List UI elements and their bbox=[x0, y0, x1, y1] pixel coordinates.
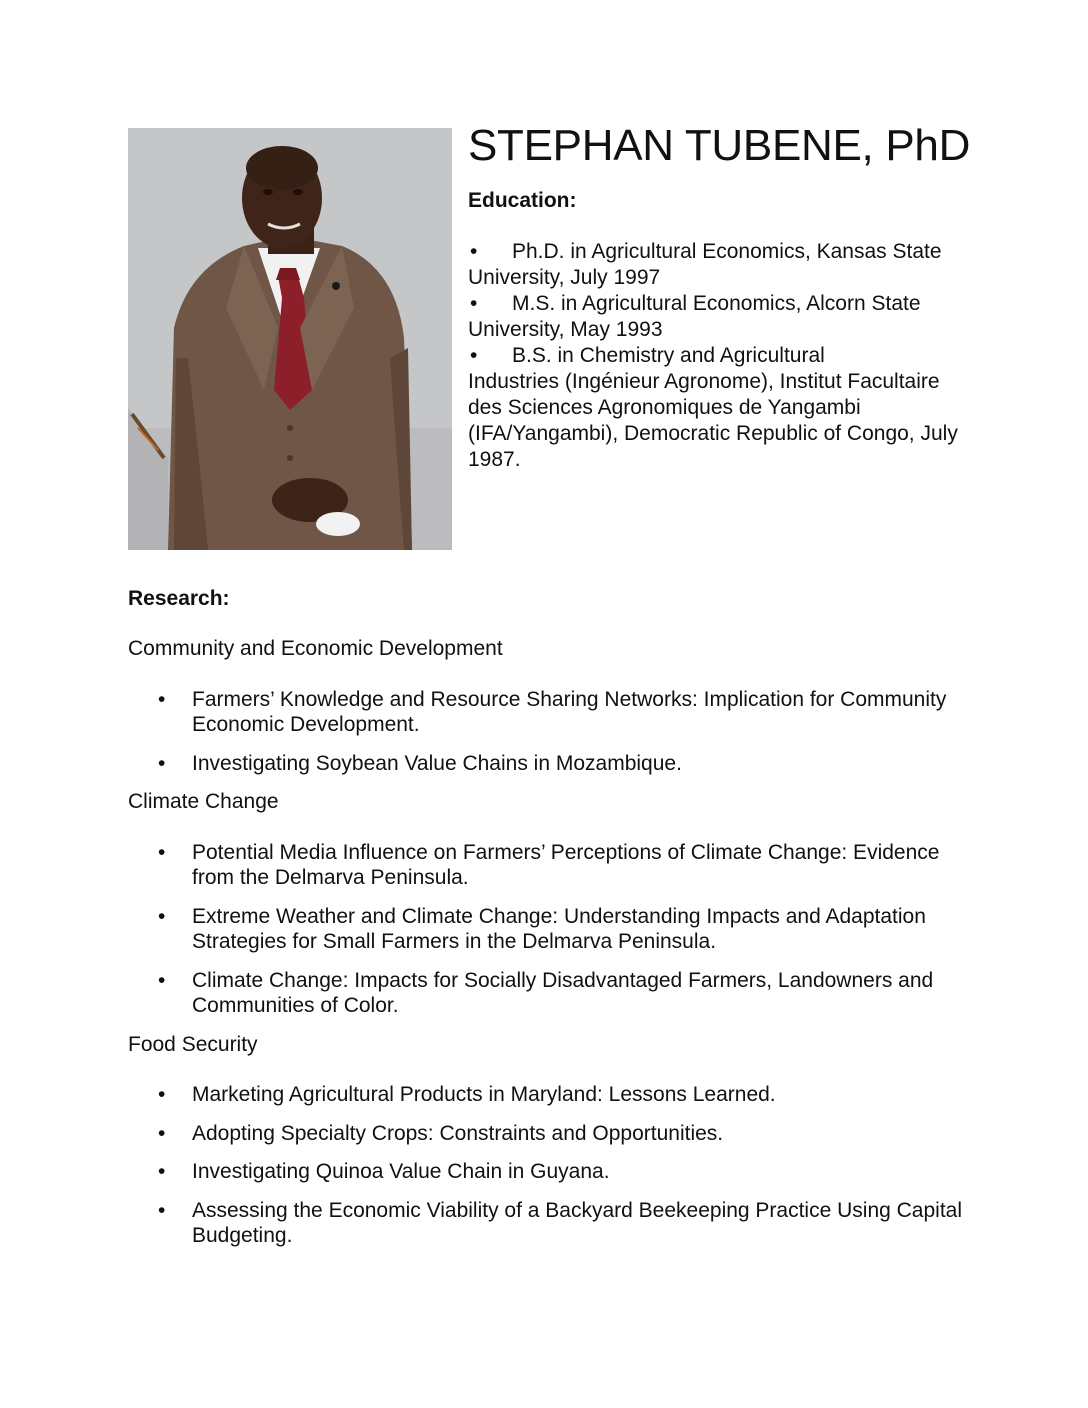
research-category: Food Security bbox=[128, 1032, 258, 1056]
bullet: • bbox=[470, 344, 478, 367]
research-item bbox=[128, 968, 968, 1019]
research-item-text: Assessing the Economic Viability of a Backyard Beekeeping Practice Using Capital Budgeting. bbox=[192, 1198, 963, 1247]
education-heading: Education: bbox=[468, 189, 577, 212]
research-category: Climate Change bbox=[128, 790, 279, 813]
person-name: STEPHAN TUBENE, PhD bbox=[468, 121, 971, 170]
education-entry bbox=[468, 239, 968, 291]
bullet: • bbox=[158, 840, 166, 864]
research-item bbox=[128, 1082, 968, 1108]
bullet: • bbox=[158, 1160, 166, 1183]
portrait-photo bbox=[128, 128, 452, 550]
research-group bbox=[128, 789, 968, 1019]
education-list bbox=[468, 239, 968, 473]
research-items bbox=[128, 840, 968, 1019]
research-item-text: Adopting Specialty Crops: Constraints and Opportunities. bbox=[192, 1121, 724, 1145]
research-group bbox=[128, 1032, 968, 1249]
research-item-text: Potential Media Influence on Farmers’ Perceptions of Climate Change: Evidence from the Delmarva Peninsula. bbox=[192, 840, 940, 889]
research-item bbox=[128, 904, 968, 955]
degree-continuation: University, July 1997 bbox=[468, 266, 661, 289]
bullet: • bbox=[158, 1083, 166, 1106]
bullet: • bbox=[470, 292, 478, 315]
research-items bbox=[128, 1082, 968, 1249]
research-item-text: Extreme Weather and Climate Change: Understanding Impacts and Adaptation Strategies for Small Farmers in the Delmarva Peninsula. bbox=[192, 904, 926, 953]
bullet: • bbox=[158, 1121, 166, 1145]
research-item-text: Marketing Agricultural Products in Maryland: Lessons Learned. bbox=[192, 1083, 776, 1106]
research-items bbox=[128, 687, 968, 777]
degree-text: M.S. in Agricultural Economics, Alcorn State bbox=[512, 292, 921, 315]
research-item bbox=[128, 840, 968, 891]
research-item-text: Investigating Soybean Value Chains in Mozambique. bbox=[192, 751, 682, 775]
education-entry bbox=[468, 343, 968, 473]
bullet: • bbox=[158, 687, 166, 711]
research-item-text: Climate Change: Impacts for Socially Disadvantaged Farmers, Landowners and Communities of Color. bbox=[192, 968, 934, 1017]
degree-text: B.S. in Chemistry and Agricultural bbox=[512, 344, 825, 367]
research-item-text: Investigating Quinoa Value Chain in Guyana. bbox=[192, 1160, 610, 1183]
research-item-text: Farmers’ Knowledge and Resource Sharing Networks: Implication for Community Economic Development. bbox=[192, 687, 947, 736]
degree-text: Ph.D. in Agricultural Economics, Kansas State bbox=[512, 240, 942, 263]
research-item bbox=[128, 751, 968, 777]
research-item bbox=[128, 1159, 968, 1185]
bullet: • bbox=[158, 1198, 166, 1222]
bullet: • bbox=[158, 904, 166, 928]
research-item bbox=[128, 1198, 968, 1249]
research-section bbox=[128, 636, 968, 1262]
bullet: • bbox=[158, 751, 166, 775]
research-group bbox=[128, 636, 968, 776]
degree-continuation: University, May 1993 bbox=[468, 318, 663, 341]
bullet: • bbox=[470, 240, 478, 263]
research-item bbox=[128, 687, 968, 738]
bullet: • bbox=[158, 968, 166, 992]
research-category: Community and Economic Development bbox=[128, 637, 503, 660]
research-heading: Research: bbox=[128, 587, 230, 610]
research-item bbox=[128, 1121, 968, 1147]
degree-continuation: Industries (Ingénieur Agronome), Institut Facultaire des Sciences Agronomiques de Yangambi (IFA/Yangambi), Democratic Republic of Congo, July 1987. bbox=[468, 370, 958, 471]
education-entry bbox=[468, 291, 968, 343]
